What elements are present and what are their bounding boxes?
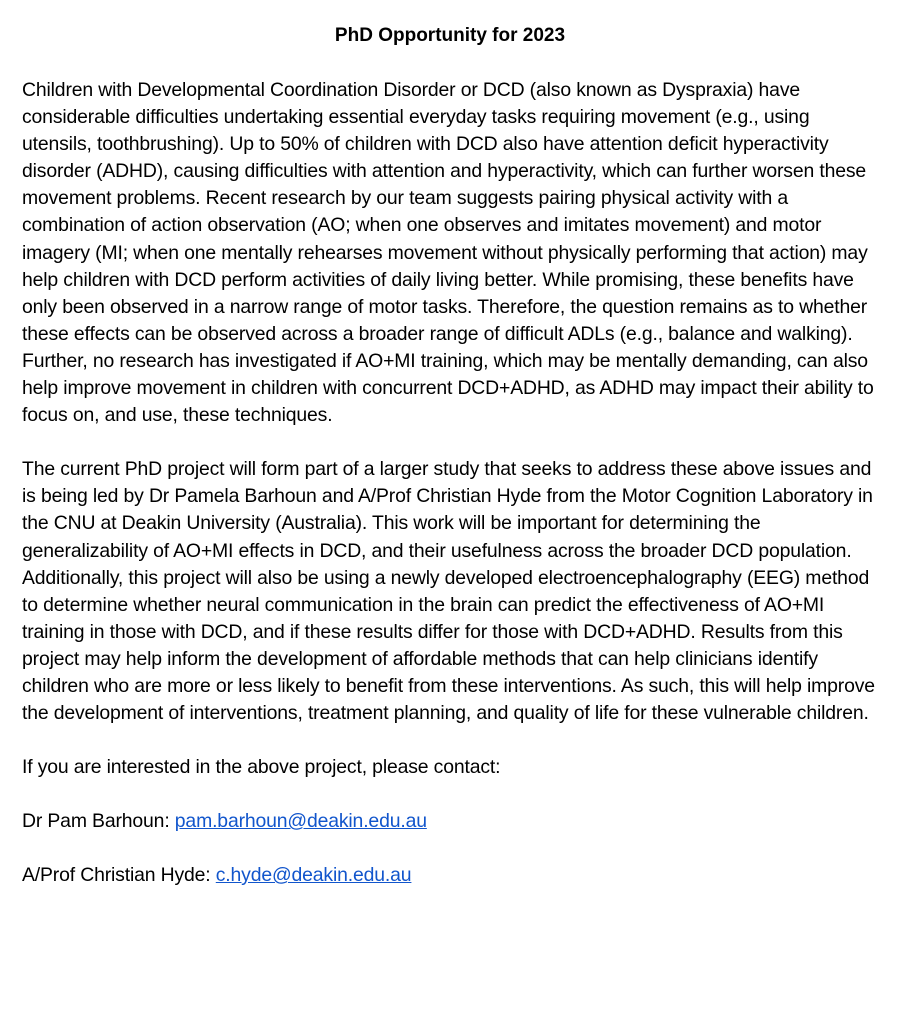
- contact-hyde: [22, 862, 878, 889]
- project-paragraph: The current PhD project will form part of a larger study that seeks to address these above issues and is being led by Dr Pamela Barhoun and A/Prof Christian Hyde from the Motor Cognition Laboratory in the CNU at Deakin University (Australia). This work will be important for determining the generalizability of AO+MI effects in DCD, and their usefulness across the broader DCD population. Additionally, this project will also be using a newly developed electroencephalography (EEG) method to determine whether neural communication in the brain can predict the effectiveness of AO+MI training in those with DCD, and if these results differ for those with DCD+ADHD. Results from this project may help inform the development of affordable methods that can help clinicians identify children who are more or less likely to benefit from these interventions. As such, this will help improve the development of interventions, treatment planning, and quality of life for these vulnerable children.: [22, 458, 875, 725]
- intro-paragraph: Children with Developmental Coordination Disorder or DCD (also known as Dyspraxia) have considerable difficulties undertaking essential everyday tasks requiring movement (e.g., using utensils, toothbrushing). Up to 50% of children with DCD also have attention deficit hyperactivity disorder (ADHD), causing difficulties with attention and hyperactivity, which can further worsen these movement problems. Recent research by our team suggests pairing physical activity with a combination of action observation (AO; when one observes and imitates movement) and motor imagery (MI; when one mentally rehearses movement without physically performing that action) may help children with DCD perform activities of daily living better. While promising, these benefits have only been observed in a narrow range of motor tasks. Therefore, the question remains as to whether these effects can be observed across a broader range of difficult ADLs (e.g., balance and walking). Further, no research has investigated if AO+MI training, which may be mentally demanding, can also help improve movement in children with concurrent DCD+ADHD, as ADHD may impact their ability to focus on, and use, these techniques.: [22, 79, 874, 427]
- contact-intro: If you are interested in the above project, please contact:: [22, 756, 501, 779]
- email-link-barhoun[interactable]: pam.barhoun@deakin.edu.au: [174, 810, 427, 833]
- contact-label-barhoun: Dr Pam Barhoun:: [22, 810, 175, 833]
- contact-barhoun: [22, 808, 878, 835]
- contact-label-hyde: A/Prof Christian Hyde:: [22, 864, 216, 887]
- document-title: PhD Opportunity for 2023: [334, 25, 566, 46]
- email-link-hyde[interactable]: c.hyde@deakin.edu.au: [215, 864, 412, 887]
